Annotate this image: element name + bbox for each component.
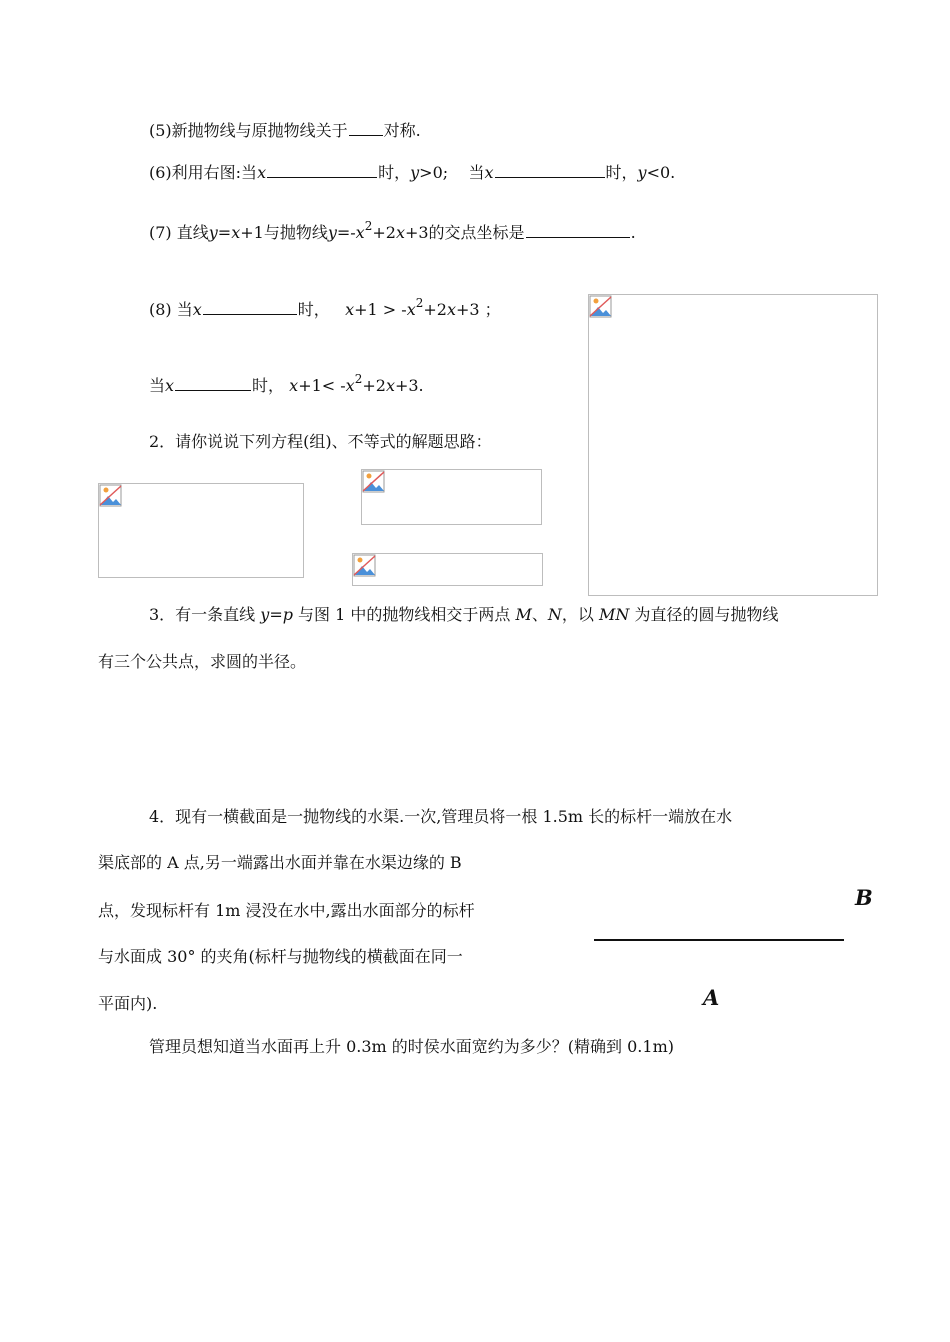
question-4-line-4: 与水面成 30° 的夹角(标杆与抛物线的横截面在同一 <box>98 947 463 966</box>
answer-blank <box>526 223 630 238</box>
question-4-line-2: 渠底部的 A 点,另一端露出水面并靠在水渠边缘的 B <box>98 853 462 872</box>
item-8-second: 当x 时， $x+1< -x^2+2x+3$. <box>149 371 424 395</box>
answer-blank <box>175 376 251 391</box>
question-4-line-3: 点，发现标杆有 1m 浸没在水中,露出水面部分的标杆 <box>98 901 475 920</box>
item-6: (6)利用右图:当x 时，y>0; 当x 时，y<0. <box>149 163 676 182</box>
item-8: (8) 当x 时， $x+1 > -x^2+2x+3$ ； <box>149 295 501 319</box>
question-2: 2．请你说说下列方程(组)、不等式的解题思路： <box>149 432 492 451</box>
point-a-label: A <box>703 985 720 1010</box>
broken-image-icon <box>362 470 386 494</box>
figure-1-image <box>588 294 878 596</box>
question-3-line-1: 3．有一条直线 y=p 与图 1 中的抛物线相交于两点 M、N，以 MN 为直径的圆与抛物线 <box>149 605 779 624</box>
answer-blank <box>349 121 383 136</box>
broken-image-icon <box>353 554 377 578</box>
item-7: (7) 直线y=x+1与抛物线$y=-x^2+2x+3$的交点坐标是 . <box>149 218 636 242</box>
question-4-line-6: 管理员想知道当水面再上升 0.3m 的时侯水面宽约为多少？(精确到 0.1m) <box>149 1037 674 1056</box>
question-3-line-2: 有三个公共点，求圆的半径。 <box>98 652 307 671</box>
item-5: (5)新抛物线与原抛物线关于 对称. <box>149 121 421 140</box>
question-4-line-5: 平面内). <box>98 994 158 1013</box>
equation-image-1 <box>98 483 304 578</box>
equation-image-2 <box>361 469 542 525</box>
answer-blank <box>495 163 605 178</box>
answer-blank <box>267 163 377 178</box>
point-b-label: B <box>855 885 873 910</box>
broken-image-icon <box>99 484 123 508</box>
question-4-line-1: 4．现有一横截面是一抛物线的水渠.一次,管理员将一根 1.5m 长的标杆一端放在水 <box>149 807 733 826</box>
answer-blank <box>203 300 297 315</box>
broken-image-icon <box>589 295 613 319</box>
equation-image-3 <box>352 553 543 586</box>
water-surface-line <box>594 939 844 941</box>
